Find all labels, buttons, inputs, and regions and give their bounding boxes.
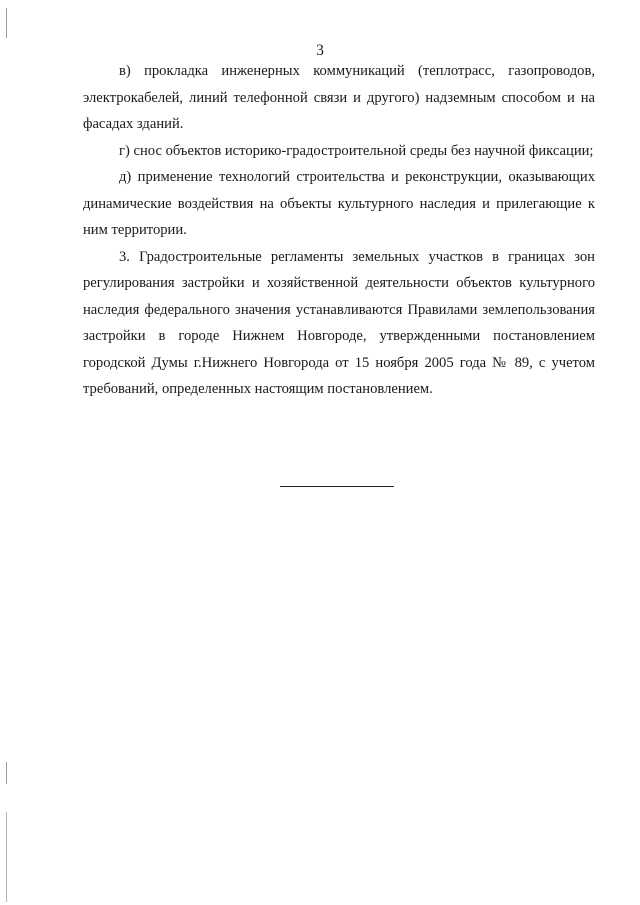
paragraph-item-v: в) прокладка инженерных коммуникаций (теплотрасс, газопроводов, электрокабелей, линий телефонной связи и другого) надземным способом и на фасадах зданий.	[83, 63, 595, 132]
document-body	[83, 58, 595, 403]
scan-edge-mark	[6, 812, 7, 902]
end-divider-line	[280, 486, 394, 487]
paragraph-item-g: г) снос объектов историко-градостроительной среды без научной фиксации;	[119, 142, 594, 159]
paragraph-item-d: д) применение технологий строительства и реконструкции, оказывающих динамические воздействия на объекты культурного наследия и прилегающие к ним территории.	[83, 169, 595, 238]
scan-edge-mark	[6, 8, 7, 38]
page-number: 3	[316, 42, 324, 59]
scan-edge-mark	[6, 762, 7, 784]
paragraph-clause-3: 3. Градостроительные регламенты земельных участков в границах зон регулирования застройки и хозяйственной деятельности объектов культурного наследия федерального значения устанавливаются Правилами землепользования застройки в городе Нижнем Новгороде, утвержденными постановлением городской Думы г.Нижнего Новгорода от 15 ноября 2005 года № 89, с учетом требований, определенных настоящим постановлением.	[83, 248, 595, 397]
